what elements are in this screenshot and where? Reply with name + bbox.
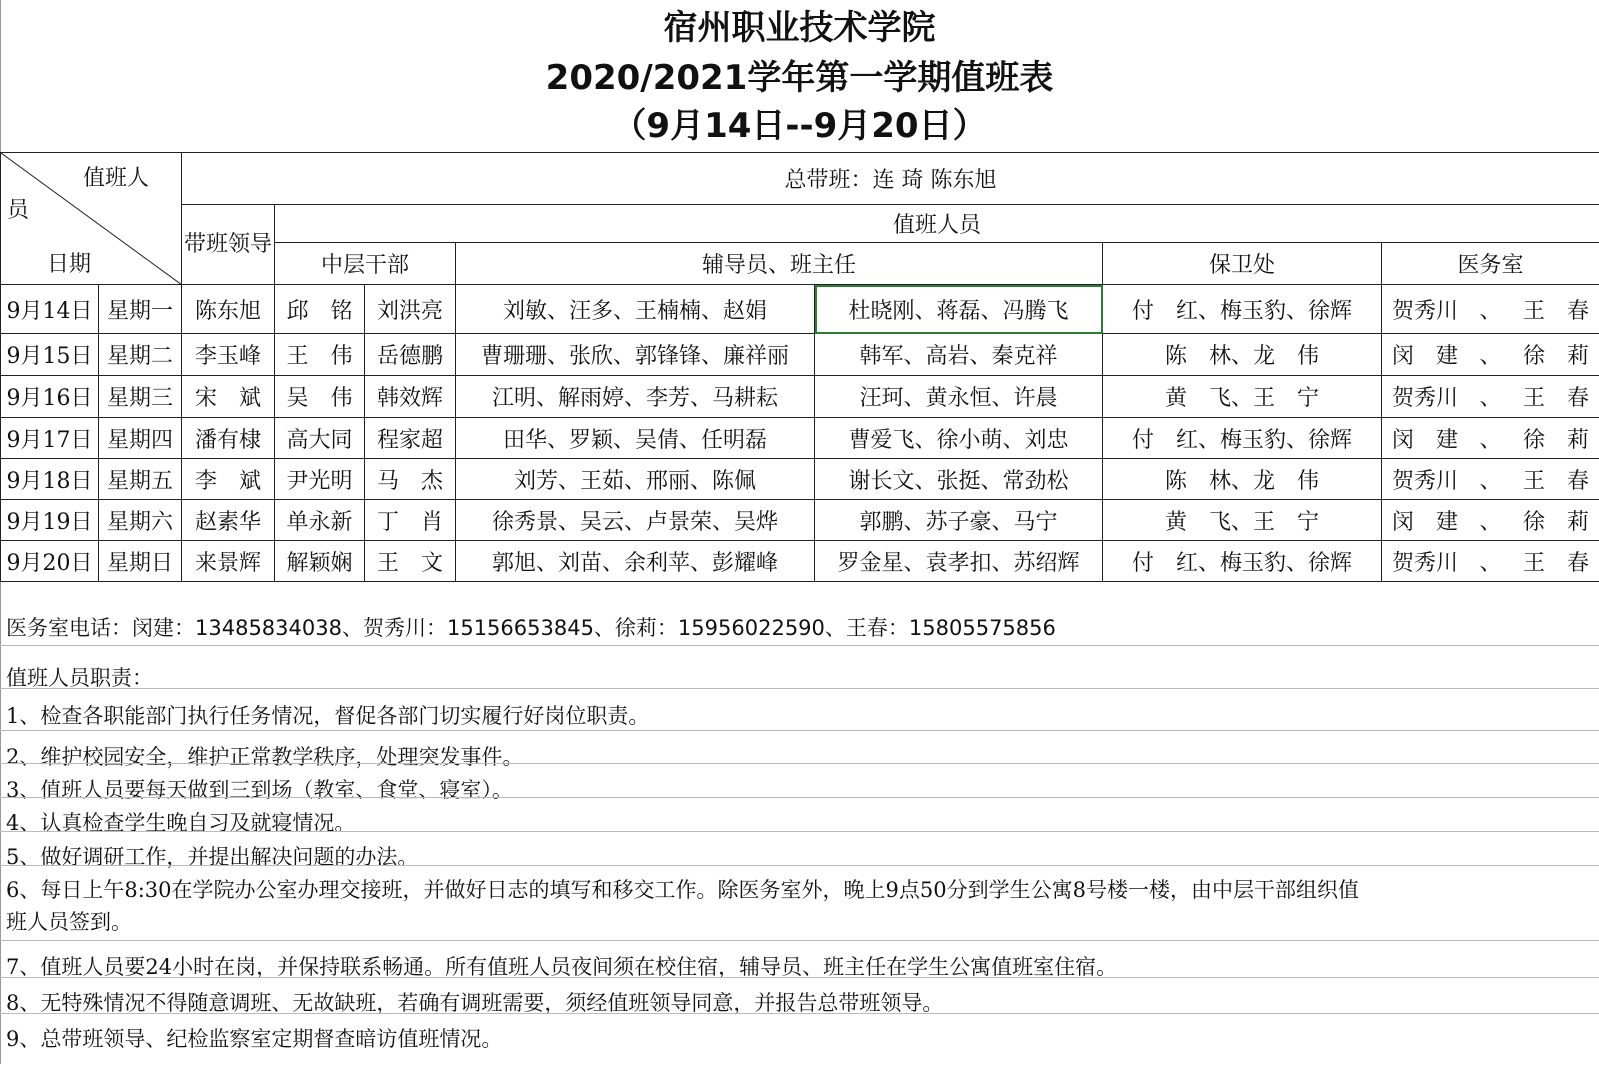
security-name: 龙 伟: [1253, 344, 1320, 369]
table-row: [1, 376, 1599, 418]
duty-item: 6、每日上午8:30在学院办公室办理交接班，并做好日志的填写和移交工作。除医务室外，晚上9点50分到学生公寓8号楼一楼，由中层干部组织值: [6, 878, 1359, 902]
middle-cadre-cell[interactable]: 单永新: [275, 500, 365, 541]
middle-cadre-cell[interactable]: 解颖娴: [275, 541, 365, 582]
medical-name: 王 春: [1523, 550, 1590, 576]
table-row: [1, 418, 1599, 459]
security-cell[interactable]: 黄 飞、王 宁: [1103, 376, 1382, 418]
weekday-cell[interactable]: 星期二: [99, 334, 182, 376]
divider: [0, 797, 1599, 798]
counselor-cell[interactable]: 徐秀景、吴云、卢景荣、吴烨: [456, 500, 815, 541]
subheader-middle-cadre: 中层干部: [275, 243, 456, 285]
schedule-title: 2020/2021学年第一学期值班表: [545, 58, 1054, 98]
medical-name: 徐 莉: [1523, 509, 1590, 535]
middle-cadre-cell[interactable]: 王 伟: [275, 334, 365, 376]
security-name: 付 红: [1131, 427, 1198, 453]
counselor-cell[interactable]: 郭鹏、苏子豪、马宁: [815, 500, 1103, 541]
security-name: 黄 飞: [1164, 509, 1231, 535]
middle-cadre-cell[interactable]: 韩效辉: [365, 376, 456, 418]
duty-item: 2、维护校园安全，维护正常教学秩序，处理突发事件。: [6, 745, 524, 769]
date-cell[interactable]: 9月15日: [1, 334, 99, 376]
subheader-medical: 医务室: [1382, 243, 1599, 285]
security-cell[interactable]: 付 红、梅玉豹、徐辉: [1103, 541, 1382, 582]
divider: [0, 645, 1599, 646]
weekday-cell[interactable]: 星期日: [99, 541, 182, 582]
divider: [0, 763, 1599, 764]
weekday-cell[interactable]: 星期一: [99, 285, 182, 334]
duties-title: 值班人员职责：: [6, 666, 153, 690]
medical-cell[interactable]: 闵 建 、 徐 莉: [1382, 418, 1599, 459]
duty-item: 3、值班人员要每天做到三到场（教室、食堂、寝室）。: [6, 778, 513, 802]
subheader-counselor: 辅导员、班主任: [456, 243, 1103, 285]
medical-name: 王 春: [1523, 468, 1590, 494]
security-name: 陈 林: [1164, 468, 1231, 494]
medical-name: 贺秀川: [1392, 468, 1459, 494]
middle-cadre-cell[interactable]: 程家超: [365, 418, 456, 459]
security-cell[interactable]: 付 红、梅玉豹、徐辉: [1103, 418, 1382, 459]
medical-phone-line: 医务室电话：闵建：13485834038、贺秀川：15156653845、徐莉：15956022590、王春：15805575856: [6, 616, 1056, 640]
security-cell[interactable]: 陈 林、龙 伟: [1103, 459, 1382, 500]
divider: [0, 730, 1599, 731]
security-name: 陈 林: [1164, 344, 1231, 369]
security-name: 龙 伟: [1253, 468, 1320, 494]
medical-name: 闵 建: [1392, 509, 1459, 535]
divider: [0, 865, 1599, 866]
table-row: [1, 334, 1599, 376]
leader-cell[interactable]: 潘有棣: [182, 418, 275, 459]
middle-cadre-cell[interactable]: 吴 伟: [275, 376, 365, 418]
security-name: 梅玉豹: [1219, 550, 1286, 576]
divider: [0, 940, 1599, 941]
chief-on-duty: 总带班：连 琦 陈东旭: [182, 153, 1599, 205]
weekday-cell[interactable]: 星期三: [99, 376, 182, 418]
medical-name: 徐 莉: [1523, 344, 1590, 369]
counselor-cell[interactable]: 谢长文、张挺、常劲松: [815, 459, 1103, 500]
divider: [0, 1013, 1599, 1014]
school-title: 宿州职业技术学院: [663, 8, 936, 48]
counselor-cell[interactable]: 刘敏、汪多、王楠楠、赵娟: [456, 285, 815, 334]
date-cell[interactable]: 9月20日: [1, 541, 99, 582]
middle-cadre-cell[interactable]: 邱 铭: [275, 285, 365, 334]
table-row: [1, 285, 1599, 334]
middle-cadre-cell[interactable]: 岳德鹏: [365, 334, 456, 376]
duty-item: 4、认真检查学生晚自习及就寝情况。: [6, 811, 356, 835]
duty-item: 5、做好调研工作，并提出解决问题的办法。: [6, 845, 419, 869]
security-name: 徐辉: [1308, 298, 1353, 324]
weekday-cell[interactable]: 星期五: [99, 459, 182, 500]
security-cell[interactable]: 付 红、梅玉豹、徐辉: [1103, 285, 1382, 334]
middle-cadre-cell[interactable]: 丁 肖: [365, 500, 456, 541]
middle-cadre-cell[interactable]: 王 文: [365, 541, 456, 582]
divider: [0, 831, 1599, 832]
counselor-cell[interactable]: 田华、罗颖、吴倩、任明磊: [456, 418, 815, 459]
counselor-cell[interactable]: 韩军、高岩、秦克祥: [815, 334, 1103, 376]
medical-name: 贺秀川: [1392, 386, 1459, 411]
leader-header: 带班领导: [182, 205, 275, 285]
medical-cell[interactable]: 闵 建 、 徐 莉: [1382, 334, 1599, 376]
duty-item: 8、无特殊情况不得随意调班、无故缺班，若确有调班需要，须经值班领导同意，并报告总带班领导。: [6, 991, 944, 1015]
security-name: 王 宁: [1253, 386, 1320, 411]
duty-schedule-table: [0, 152, 1599, 582]
middle-cadre-cell[interactable]: 刘洪亮: [365, 285, 456, 334]
security-cell[interactable]: 陈 林、龙 伟: [1103, 334, 1382, 376]
divider: [0, 688, 1599, 689]
counselor-cell[interactable]: 曹珊珊、张欣、郭锋锋、廉祥丽: [456, 334, 815, 376]
date-range-title: （9月14日--9月20日）: [612, 106, 987, 146]
security-name: 王 宁: [1253, 509, 1320, 535]
medical-cell[interactable]: 贺秀川 、 王 春: [1382, 459, 1599, 500]
medical-name: 闵 建: [1392, 344, 1459, 369]
table-row: [1, 541, 1599, 582]
counselor-cell[interactable]: 刘芳、王茹、邢丽、陈佩: [456, 459, 815, 500]
counselor-cell[interactable]: 江明、解雨婷、李芳、马耕耘: [456, 376, 815, 418]
security-name: 付 红: [1131, 298, 1198, 324]
medical-cell[interactable]: 闵 建 、 徐 莉: [1382, 500, 1599, 541]
counselor-cell[interactable]: 罗金星、袁孝扣、苏绍辉: [815, 541, 1103, 582]
medical-cell[interactable]: 贺秀川 、 王 春: [1382, 541, 1599, 582]
date-cell[interactable]: 9月17日: [1, 418, 99, 459]
security-name: 梅玉豹: [1219, 427, 1286, 453]
medical-name: 王 春: [1523, 298, 1590, 324]
security-name: 徐辉: [1308, 427, 1353, 453]
middle-cadre-cell[interactable]: 尹光明: [275, 459, 365, 500]
security-name: 徐辉: [1308, 550, 1353, 576]
security-cell[interactable]: 黄 飞、王 宁: [1103, 500, 1382, 541]
date-cell[interactable]: 9月16日: [1, 376, 99, 418]
duty-item: 1、检查各职能部门执行任务情况，督促各部门切实履行好岗位职责。: [6, 704, 650, 728]
date-cell[interactable]: 9月19日: [1, 500, 99, 541]
weekday-cell[interactable]: 星期四: [99, 418, 182, 459]
medical-name: 贺秀川: [1392, 550, 1459, 576]
medical-name: 贺秀川: [1392, 298, 1459, 324]
counselor-cell[interactable]: 郭旭、刘苗、余利苹、彭耀峰: [456, 541, 815, 582]
medical-cell[interactable]: 贺秀川 、 王 春: [1382, 376, 1599, 418]
date-cell[interactable]: 9月14日: [1, 285, 99, 334]
divider: [0, 977, 1599, 978]
corner-header-cell: [1, 153, 182, 285]
security-name: 梅玉豹: [1219, 298, 1286, 324]
medical-name: 王 春: [1523, 386, 1590, 411]
duty-item: 7、值班人员要24小时在岗，并保持联系畅通。所有值班人员夜间须在校住宿，辅导员、班主任在学生公寓值班室住宿。: [6, 955, 1118, 979]
security-name: 付 红: [1131, 550, 1198, 576]
table-row: [1, 459, 1599, 500]
table-row: [1, 500, 1599, 541]
counselor-cell[interactable]: 曹爱飞、徐小萌、刘忠: [815, 418, 1103, 459]
subheader-security: 保卫处: [1103, 243, 1382, 285]
staff-header: 值班人员: [275, 205, 1599, 243]
counselor-cell-selected[interactable]: 杜晓刚、蒋磊、冯腾飞: [815, 285, 1103, 334]
leader-cell[interactable]: 李玉峰: [182, 334, 275, 376]
leader-cell[interactable]: 赵素华: [182, 500, 275, 541]
date-cell[interactable]: 9月18日: [1, 459, 99, 500]
security-name: 黄 飞: [1164, 386, 1231, 411]
leader-cell[interactable]: 陈东旭: [182, 285, 275, 334]
weekday-cell[interactable]: 星期六: [99, 500, 182, 541]
middle-cadre-cell[interactable]: 马 杰: [365, 459, 456, 500]
duty-item: 9、总带班领导、纪检监察室定期督查暗访值班情况。: [6, 1027, 503, 1051]
duty-item-continued: 班人员签到。: [6, 910, 132, 934]
leader-cell[interactable]: 来景辉: [182, 541, 275, 582]
corner-label-date: 日期: [47, 252, 92, 277]
corner-label-staff: 值班人: [83, 166, 150, 191]
medical-cell[interactable]: 贺秀川 、 王 春: [1382, 285, 1599, 334]
leader-cell[interactable]: 宋 斌: [182, 376, 275, 418]
counselor-cell[interactable]: 汪珂、黄永恒、许晨: [815, 376, 1103, 418]
corner-label-staff-tail: 员: [7, 198, 30, 223]
medical-name: 徐 莉: [1523, 427, 1590, 453]
middle-cadre-cell[interactable]: 高大同: [275, 418, 365, 459]
leader-cell[interactable]: 李 斌: [182, 459, 275, 500]
medical-name: 闵 建: [1392, 427, 1459, 453]
